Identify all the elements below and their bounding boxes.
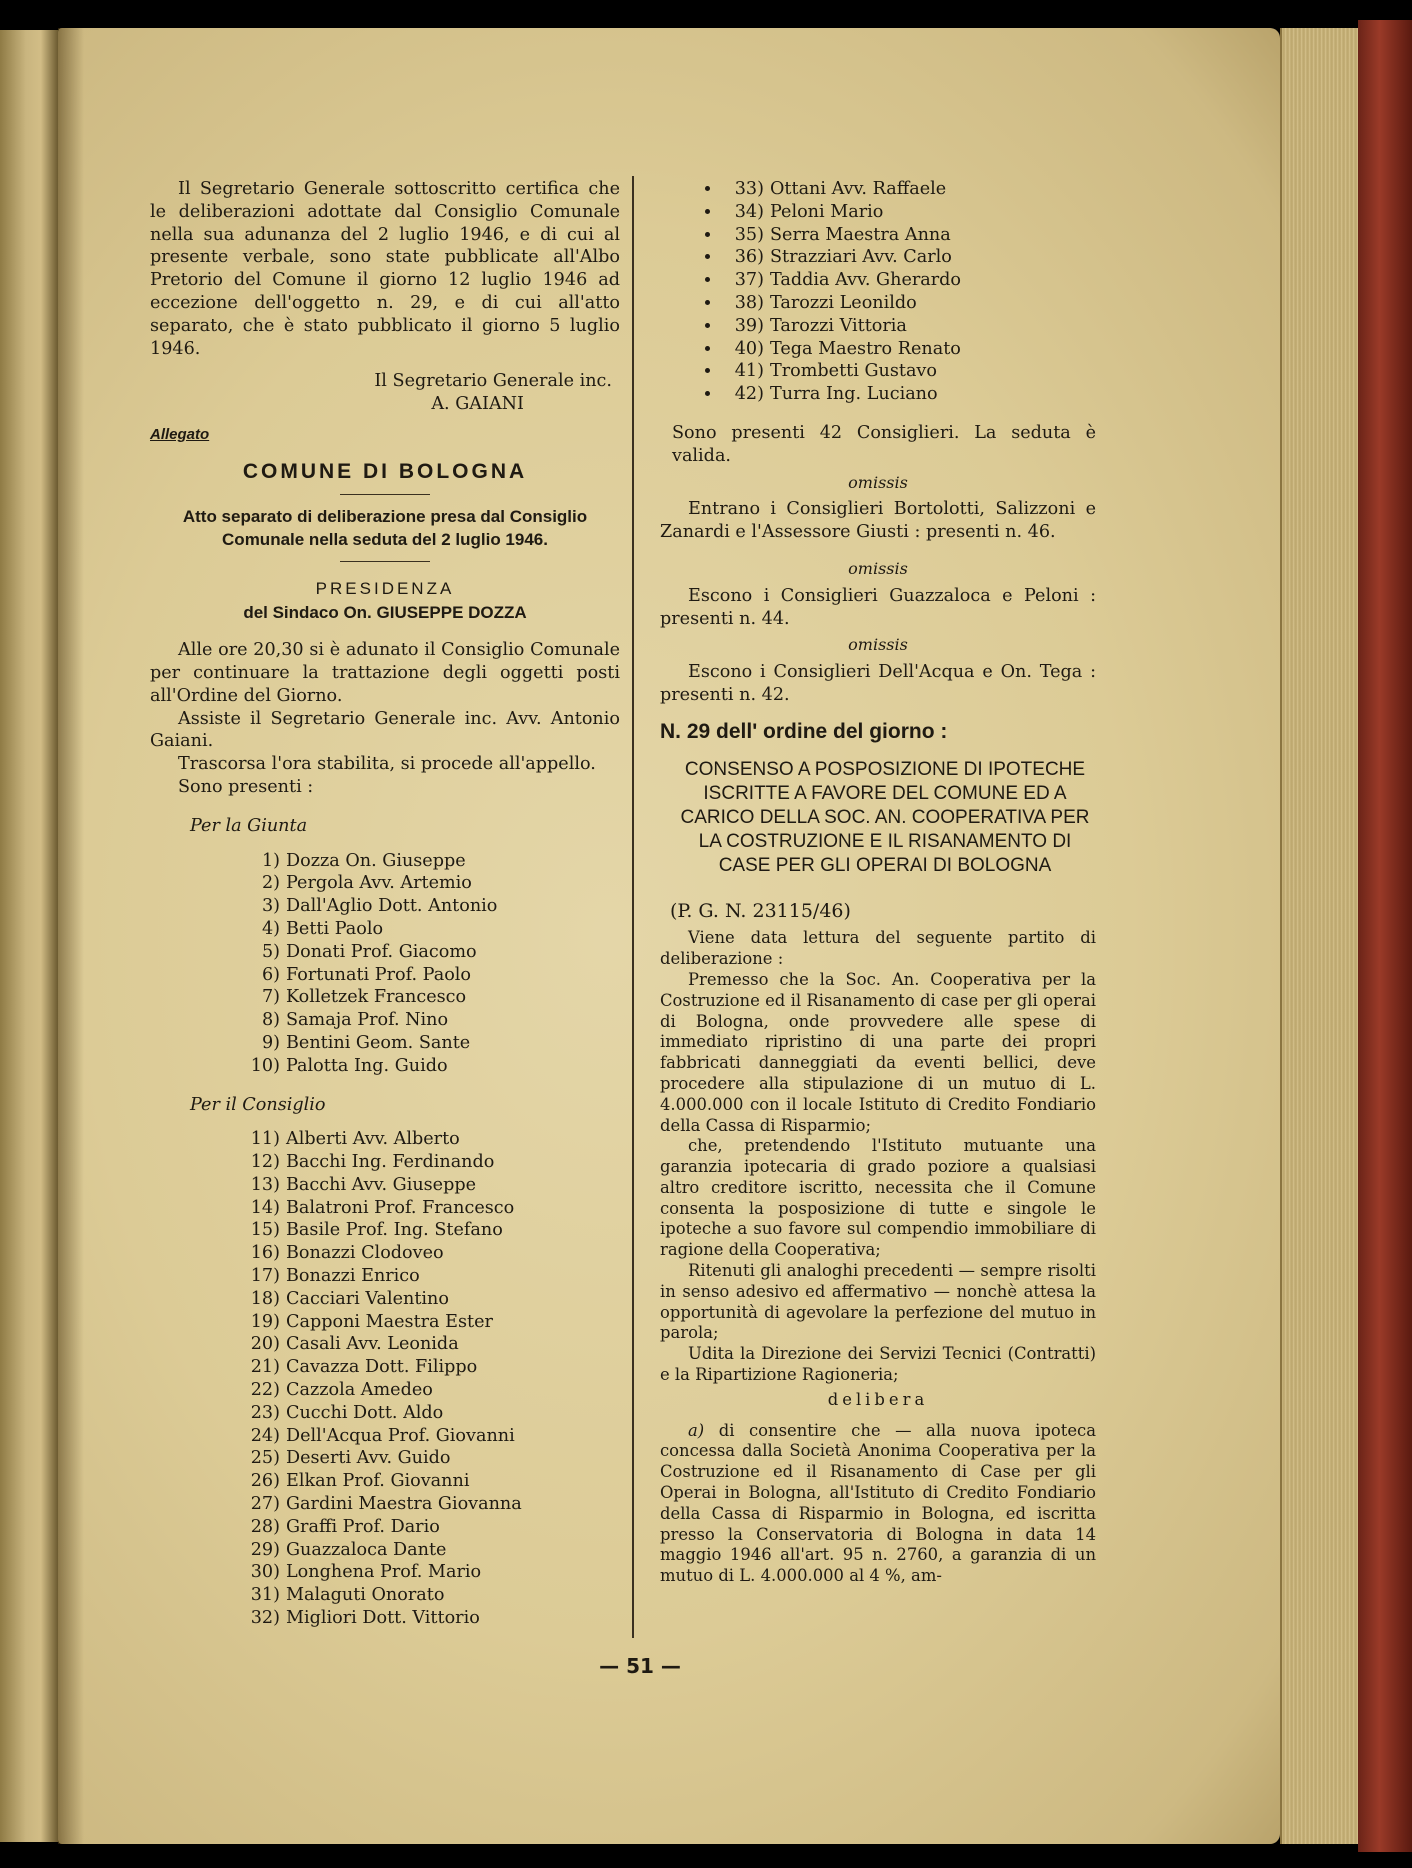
member-number: 37) xyxy=(734,270,764,291)
omissis-label: omissis xyxy=(848,472,908,492)
intro-paragraph: Alle ore 20,30 si è adunato il Consiglio Comunale per continuare la trattazione degli oggetti posti all'Ordine del Giorno. xyxy=(150,640,620,706)
member-item xyxy=(238,1539,620,1562)
member-name: Strazziari Avv. Carlo xyxy=(770,247,952,268)
member-name: Turra Ing. Luciano xyxy=(770,384,938,405)
intro-paragraph: Assiste il Segretario Generale inc. Avv. Antonio Gaiani. xyxy=(150,708,620,752)
member-item xyxy=(238,1516,620,1539)
delibera-heading: delibera xyxy=(827,1389,929,1409)
left-column xyxy=(150,178,620,1630)
member-item xyxy=(238,1356,620,1379)
member-item xyxy=(722,178,1096,201)
member-name: Dell'Acqua Prof. Giovanni xyxy=(286,1425,515,1446)
member-number: 28) xyxy=(250,1516,280,1537)
pgn-reference: (P. G. N. 23115/46) xyxy=(670,899,851,922)
member-item xyxy=(722,383,1096,406)
member-name: Dozza On. Giuseppe xyxy=(286,850,466,871)
oggetto-title: CONSENSO A POSPOSIZIONE DI IPOTECHE ISCRITTE A FAVORE DEL COMUNE ED A CARICO DELLA SOC. AN. COOPERATIVA PER LA COSTRUZIONE E IL RISANAMENTO DI CASE PER GLI OPERAI DI BOLOGNA xyxy=(680,758,1090,876)
member-name: Balatroni Prof. Francesco xyxy=(286,1197,515,1218)
member-name: Tega Maestro Renato xyxy=(770,338,961,359)
escono-paragraph: Escono i Consiglieri Dell'Acqua e On. Tega : presenti n. 42. xyxy=(660,662,1096,705)
member-item xyxy=(722,224,1096,247)
member-name: Peloni Mario xyxy=(770,201,884,222)
member-number: 12) xyxy=(250,1152,280,1173)
clause-a-label: a) xyxy=(688,1420,705,1440)
member-number: 18) xyxy=(250,1288,280,1309)
member-item xyxy=(238,1607,620,1630)
right-column xyxy=(660,178,1096,1587)
member-item xyxy=(238,918,620,941)
member-number: 22) xyxy=(250,1380,280,1401)
member-item xyxy=(238,895,620,918)
intro-paragraph: Sono presenti : xyxy=(178,776,314,797)
member-number: 36) xyxy=(734,247,764,268)
member-name: Alberti Avv. Alberto xyxy=(286,1129,460,1150)
member-name: Tarozzi Leonildo xyxy=(770,292,917,313)
member-number: 38) xyxy=(734,292,764,313)
page-block-edges xyxy=(1280,28,1360,1844)
clause-a-text: di consentire che — alla nuova ipoteca concessa dalla Società Anonima Cooperativa per la Costruzione ed il Risanamento di Case per gli Operai in Bologna, all'Istituto di Credito Fondiario della Cassa di Risparmio in Bologna, ed iscritta presso la Conservatoria di Bologna in data 14 maggio 1946 all'art. 95 n. 2760, a garanzia di un mutuo di L. 4.000.000 al 4 %, am- xyxy=(660,1420,1096,1586)
member-item xyxy=(238,1055,620,1078)
member-name: Elkan Prof. Giovanni xyxy=(286,1471,470,1492)
member-item xyxy=(238,1128,620,1151)
member-name: Malaguti Onorato xyxy=(286,1585,445,1606)
member-number: 6) xyxy=(261,964,280,985)
member-name: Graffi Prof. Dario xyxy=(286,1516,440,1537)
member-number: 21) xyxy=(250,1357,280,1378)
allegato-label: Allegato xyxy=(150,425,210,443)
member-number: 4) xyxy=(261,918,280,939)
member-number: 42) xyxy=(734,384,764,405)
member-name: Bentini Geom. Sante xyxy=(286,1032,471,1053)
member-number: 13) xyxy=(250,1174,280,1195)
member-number: 40) xyxy=(734,338,764,359)
member-name: Cazzola Amedeo xyxy=(286,1380,433,1401)
member-name: Kolletzek Francesco xyxy=(286,987,467,1008)
member-name: Bacchi Ing. Ferdinando xyxy=(286,1152,495,1173)
member-item xyxy=(238,1584,620,1607)
member-name: Cavazza Dott. Filippo xyxy=(286,1357,478,1378)
member-number: 32) xyxy=(250,1608,280,1629)
consiglio-list-left xyxy=(238,1128,620,1630)
presenti-line: Sono presenti 42 Consiglieri. La seduta è valida. xyxy=(672,422,1096,466)
member-name: Capponi Maestra Ester xyxy=(286,1311,493,1332)
member-number: 10) xyxy=(250,1055,280,1076)
deliberation-paragraph: Viene data lettura del seguente partito di deliberazione : xyxy=(660,928,1096,969)
member-name: Donati Prof. Giacomo xyxy=(286,941,477,962)
signature-name: A. GAIANI xyxy=(431,394,524,415)
member-number: 31) xyxy=(250,1585,280,1606)
deliberation-body xyxy=(660,928,1096,1587)
member-name: Samaja Prof. Nino xyxy=(286,1010,449,1031)
heading-rule xyxy=(340,494,430,495)
member-item xyxy=(238,1197,620,1220)
member-item xyxy=(238,1265,620,1288)
member-name: Trombetti Gustavo xyxy=(770,361,937,382)
deliberation-paragraph: Premesso che la Soc. An. Cooperativa per la Costruzione ed il Risanamento di case per gli operai di Bologna, onde provvedere alle spese di immediato ripristino di una parte dei propri fabbricati danneggiati da eventi bellici, deve procedere alla stipulazione di un mutuo di L. 4.000.000 con il locale Istituto di Credito Fondiario della Cassa di Risparmio; xyxy=(660,969,1096,1135)
member-item xyxy=(238,1219,620,1242)
member-number: 2) xyxy=(261,873,280,894)
member-name: Migliori Dott. Vittorio xyxy=(286,1608,480,1629)
presidenza-heading: PRESIDENZA xyxy=(315,578,455,598)
member-number: 39) xyxy=(734,315,764,336)
escono-paragraph: Escono i Consiglieri Guazzaloca e Peloni : presenti n. 44. xyxy=(660,585,1096,629)
member-item xyxy=(238,1032,620,1055)
member-name: Cucchi Dott. Aldo xyxy=(286,1402,444,1423)
member-name: Guazzaloca Dante xyxy=(286,1539,447,1560)
member-number: 23) xyxy=(250,1402,280,1423)
page-number: — 51 — xyxy=(599,1654,681,1678)
member-number: 24) xyxy=(250,1425,280,1446)
ordine-title: N. 29 dell' ordine del giorno : xyxy=(660,719,948,743)
member-name: Betti Paolo xyxy=(286,918,384,939)
giunta-section-title: Per la Giunta xyxy=(190,815,308,836)
member-name: Cacciari Valentino xyxy=(286,1288,449,1309)
member-number: 9) xyxy=(261,1032,280,1053)
member-item xyxy=(238,941,620,964)
member-number: 34) xyxy=(734,201,764,222)
member-name: Tarozzi Vittoria xyxy=(770,315,907,336)
member-name: Longhena Prof. Mario xyxy=(286,1562,482,1583)
member-number: 29) xyxy=(250,1539,280,1560)
member-item xyxy=(238,1333,620,1356)
intro-paragraph: Trascorsa l'ora stabilita, si procede all'appello. xyxy=(178,754,596,775)
member-number: 33) xyxy=(734,179,764,199)
member-item xyxy=(722,338,1096,361)
member-item xyxy=(238,1311,620,1334)
sindaco-heading: del Sindaco On. GIUSEPPE DOZZA xyxy=(243,603,527,623)
member-name: Ottani Avv. Raffaele xyxy=(770,179,947,199)
page-gutter-shadow xyxy=(58,28,84,1844)
consiglio-section-title: Per il Consiglio xyxy=(190,1094,326,1115)
member-item xyxy=(238,1493,620,1516)
member-name: Deserti Avv. Guido xyxy=(286,1448,451,1469)
member-item xyxy=(238,1151,620,1174)
member-item xyxy=(238,964,620,987)
member-number: 41) xyxy=(734,361,764,382)
member-item xyxy=(238,1009,620,1032)
member-name: Taddia Avv. Gherardo xyxy=(770,270,962,291)
member-number: 17) xyxy=(250,1266,280,1287)
clause-a xyxy=(660,1421,1096,1587)
member-item xyxy=(238,1470,620,1493)
certification-paragraph: Il Segretario Generale sottoscritto certifica che le deliberazioni adottate dal Consiglio Comunale nella sua adunanza del 2 luglio 1946, e di cui al presente verbale, sono state pubblicate all'Albo Pretorio del Comune il giorno 12 luglio 1946 ad eccezione dell'oggetto n. 29, e di cui all'atto separato, che è stato pubblicato il giorno 5 luglio 1946. xyxy=(150,179,620,359)
member-number: 27) xyxy=(250,1494,280,1515)
member-name: Bonazzi Clodoveo xyxy=(286,1243,444,1264)
member-item xyxy=(238,1425,620,1448)
member-number: 14) xyxy=(250,1197,280,1218)
member-number: 30) xyxy=(250,1562,280,1583)
member-name: Fortunati Prof. Paolo xyxy=(286,964,472,985)
member-item xyxy=(722,315,1096,338)
member-item xyxy=(722,360,1096,383)
member-item xyxy=(238,1447,620,1470)
book-cover-edge xyxy=(1358,20,1412,1852)
member-number: 3) xyxy=(261,896,280,917)
member-number: 11) xyxy=(250,1129,280,1150)
member-number: 25) xyxy=(250,1448,280,1469)
member-name: Basile Prof. Ing. Stefano xyxy=(286,1220,503,1241)
giunta-list xyxy=(238,850,620,1078)
atto-heading: Atto separato di deliberazione presa dal Consiglio Comunale nella seduta del 2 luglio 1946. xyxy=(182,506,588,549)
member-name: Pergola Avv. Artemio xyxy=(286,873,472,894)
member-item xyxy=(722,201,1096,224)
member-number: 15) xyxy=(250,1220,280,1241)
comune-heading: COMUNE DI BOLOGNA xyxy=(242,459,528,483)
member-number: 1) xyxy=(261,850,280,871)
entrano-paragraph: Entrano i Consiglieri Bortolotti, Salizzoni e Zanardi e l'Assessore Giusti : presenti n. 46. xyxy=(660,499,1096,543)
member-number: 20) xyxy=(250,1334,280,1355)
member-item xyxy=(238,1242,620,1265)
member-item xyxy=(238,850,620,873)
member-number: 26) xyxy=(250,1471,280,1492)
consiglio-list-right xyxy=(722,178,1096,406)
left-page-edge xyxy=(0,30,58,1842)
member-item xyxy=(722,269,1096,292)
member-item xyxy=(238,986,620,1009)
member-name: Bonazzi Enrico xyxy=(286,1266,420,1287)
member-item xyxy=(238,1288,620,1311)
deliberation-paragraph: Udita la Direzione dei Servizi Tecnici (Contratti) e la Ripartizione Ragioneria; xyxy=(660,1344,1096,1385)
member-number: 8) xyxy=(261,1010,280,1031)
member-number: 5) xyxy=(261,941,280,962)
member-name: Dall'Aglio Dott. Antonio xyxy=(286,896,498,917)
member-item xyxy=(238,1402,620,1425)
member-item xyxy=(238,1174,620,1197)
member-name: Palotta Ing. Guido xyxy=(286,1055,448,1076)
omissis-label: omissis xyxy=(848,558,908,578)
deliberation-paragraph: Ritenuti gli analoghi precedenti — sempre risolti in senso adesivo ed affermativo — nonchè attesa la opportunità di agevolare la perfezione del mutuo in parola; xyxy=(660,1261,1096,1343)
signature-title: Il Segretario Generale inc. xyxy=(374,371,612,392)
omissis-label: omissis xyxy=(848,635,908,655)
heading-rule-2 xyxy=(340,561,430,562)
member-name: Casali Avv. Leonida xyxy=(286,1334,459,1355)
member-number: 7) xyxy=(261,987,280,1008)
member-item xyxy=(722,246,1096,269)
member-name: Bacchi Avv. Giuseppe xyxy=(286,1174,477,1195)
member-item xyxy=(238,1379,620,1402)
member-number: 16) xyxy=(250,1243,280,1264)
member-name: Gardini Maestra Giovanna xyxy=(286,1494,522,1515)
member-number: 35) xyxy=(734,224,764,245)
deliberation-paragraph: che, pretendendo l'Istituto mutuante una garanzia ipotecaria di grado poziore a qualsiasi altro creditore iscritto, necessita che il Comune consenta la posposizione di tutte e singole le ipoteche a suo favore sul compendio immobiliare di ragione della Cooperativa; xyxy=(660,1136,1096,1260)
member-name: Serra Maestra Anna xyxy=(770,224,951,245)
member-item xyxy=(722,292,1096,315)
member-number: 19) xyxy=(250,1311,280,1332)
member-item xyxy=(238,872,620,895)
column-divider xyxy=(632,176,634,1638)
member-item xyxy=(238,1561,620,1584)
